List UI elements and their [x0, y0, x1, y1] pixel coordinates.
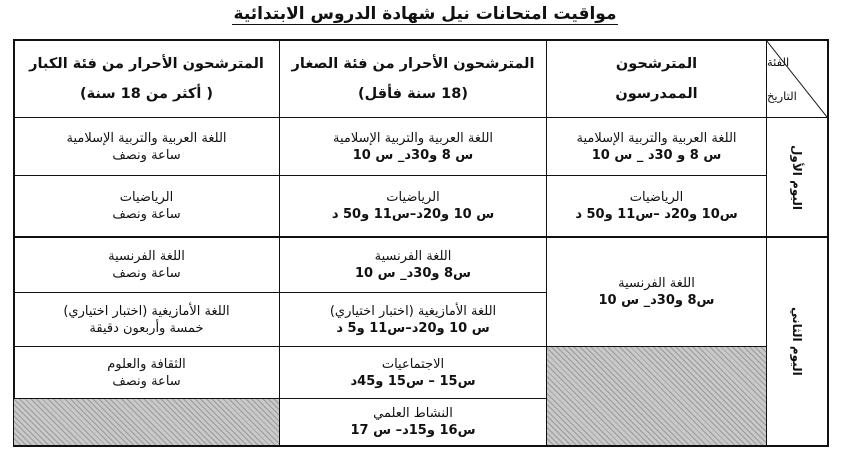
header-schooled: المترشحون الممدرسون — [615, 55, 698, 102]
date-label: التاريخ — [767, 88, 797, 103]
schooled-french-cell: اللغة الفرنسية س8 و30د_ س 10 — [598, 275, 715, 308]
free-small-social-cell: الاجتماعيات س15 – س15 و45د — [350, 356, 476, 389]
free-adult-math-cell: الرياضيات ساعة ونصف — [112, 190, 181, 222]
corner-header — [767, 40, 827, 117]
schooled-arabic-cell: اللغة العربية والتربية الإسلامية س 8 و 30د _ س 10 — [576, 130, 737, 163]
free-adult-science-cell: الثقافة والعلوم ساعة ونصف — [107, 356, 186, 389]
free-small-math-cell: الرياضيات س 10 و20د–س11 و50 د — [331, 190, 495, 222]
day-one-label: اليوم الأول — [790, 144, 804, 210]
header-free-adult: المترشحون الأحرار من فئة الكبار ( أكثر من 18 سنة) — [29, 55, 264, 102]
table-border-bottom — [13, 445, 829, 447]
empty-cell-hatched — [547, 347, 766, 445]
header-free-small: المترشحون الأحرار من فئة الصغار (18 سنة فأقل) — [291, 55, 535, 102]
day-two-label: اليوم الثاني — [790, 306, 804, 376]
free-small-french-cell: اللغة الفرنسية س8 و30د_ س 10 — [355, 248, 471, 281]
free-small-science-cell: النشاط العلمي س16 و15د– س 17 — [350, 406, 476, 438]
free-adult-amazigh-cell: اللغة الأمازيغية (اختبار اختياري) خمسة وأربعون دقيقة — [63, 303, 230, 336]
free-small-arabic-cell: اللغة العربية والتربية الإسلامية س 8 و30د_ س 10 — [332, 130, 494, 163]
page-title: مواقيت امتحانات نيل شهادة الدروس الابتدائية — [233, 4, 617, 24]
schooled-math-cell: الرياضيات س10 و20د –س11 و50 د — [575, 190, 738, 222]
table-border-right — [827, 39, 829, 446]
free-adult-french-cell: اللغة الفرنسية ساعة ونصف — [108, 248, 185, 281]
empty-cell-hatched — [14, 399, 279, 445]
category-label: الفئة — [767, 54, 790, 69]
free-small-amazigh-cell: اللغة الأمازيغية (اختبار اختياري) س 10 و20د–س11 و5 د — [329, 303, 497, 336]
free-adult-arabic-cell: اللغة العربية والتربية الإسلامية ساعة ونصف — [66, 130, 227, 163]
